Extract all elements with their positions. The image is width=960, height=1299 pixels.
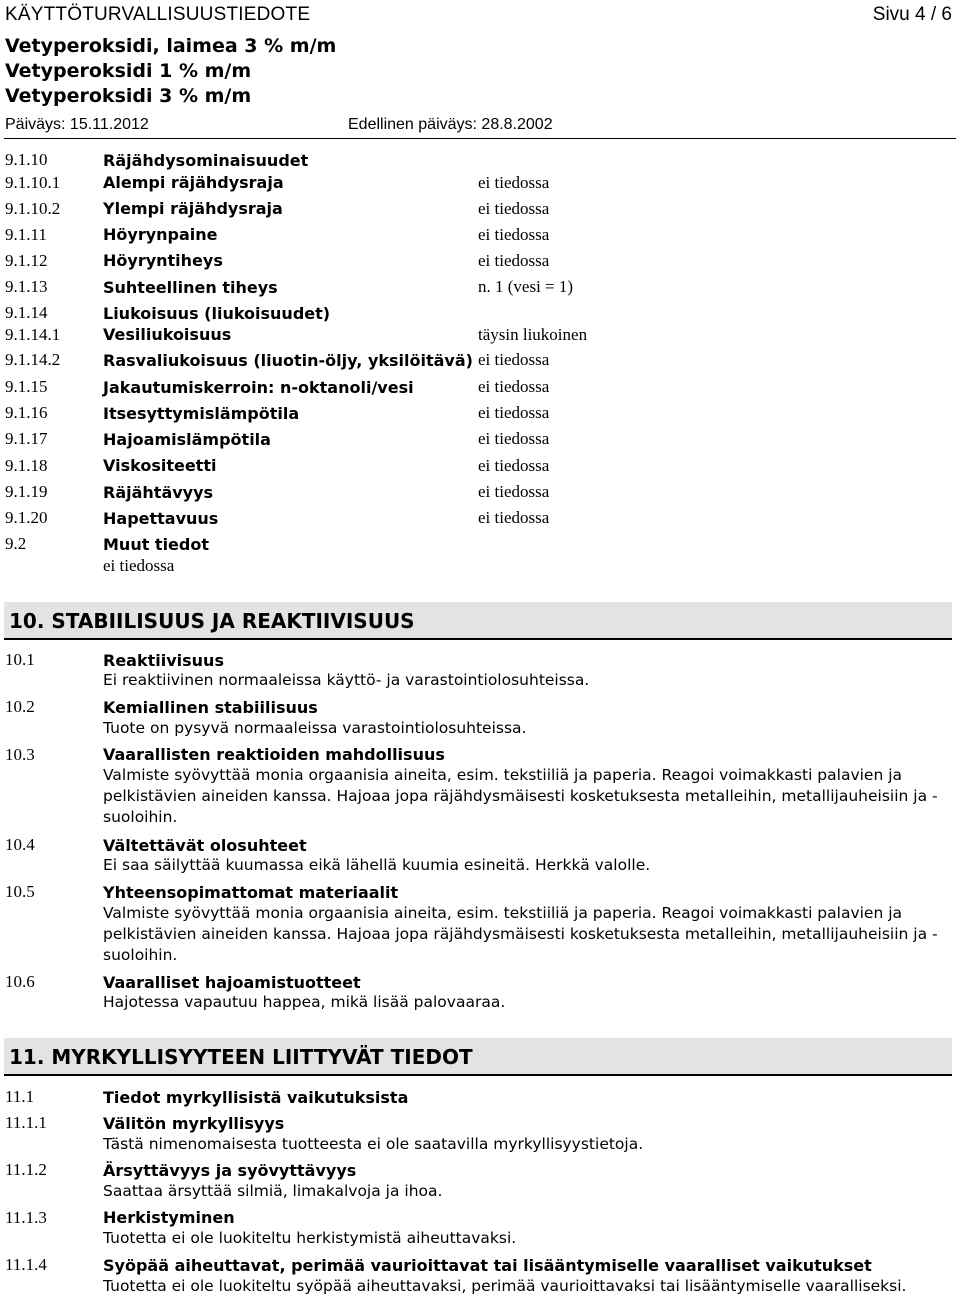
row-number: 9.1.17 — [5, 429, 48, 448]
row-value: ei tiedossa — [478, 456, 550, 475]
item-text: Saattaa ärsyttää silmiä, limakalvoja ja ihoa. — [103, 1182, 443, 1200]
section-10-header — [4, 602, 952, 638]
row-label: Alempi räjähdysraja — [103, 173, 284, 192]
row-label: Muut tiedot — [103, 535, 209, 554]
row-label: Itsesyttymislämpötila — [103, 404, 300, 423]
item-number: 11.1.3 — [5, 1208, 47, 1227]
row-value: ei tiedossa — [478, 350, 550, 369]
item-number: 11.1.2 — [5, 1160, 47, 1179]
item-label: Vältettävät olosuhteet — [103, 836, 307, 855]
item-label: Kemiallinen stabiilisuus — [103, 698, 318, 717]
item-text: Tuote on pysyvä normaaleissa varastointiolosuhteissa. — [103, 719, 527, 737]
row-number: 9.1.10.1 — [5, 173, 61, 192]
row-value: ei tiedossa — [478, 225, 550, 244]
row-label: Vesiliukoisuus — [103, 325, 232, 344]
product-name: Vetyperoksidi 3 % m/m — [5, 85, 252, 107]
row-label: Hapettavuus — [103, 509, 219, 528]
item-number: 10.6 — [5, 972, 35, 991]
item-label: Herkistyminen — [103, 1208, 235, 1227]
item-label: Välitön myrkyllisyys — [103, 1114, 285, 1133]
row-label: Suhteellinen tiheys — [103, 278, 278, 297]
row-label: Räjähtävyys — [103, 483, 214, 502]
row-label: Räjähdysominaisuudet — [103, 151, 309, 170]
issue-date: Päiväys: 15.11.2012 — [5, 116, 149, 133]
row-value: ei tiedossa — [478, 508, 550, 527]
section-title: 11. MYRKYLLISYYTEEN LIITTYVÄT TIEDOT — [9, 1045, 473, 1069]
row-label: Liukoisuus (liukoisuudet) — [103, 304, 331, 323]
item-label: Reaktiivisuus — [103, 651, 224, 670]
row-number: 9.1.14.2 — [5, 350, 61, 369]
item-label: Vaarallisten reaktioiden mahdollisuus — [103, 745, 445, 764]
row-value: ei tiedossa — [478, 482, 550, 501]
product-name: Vetyperoksidi, laimea 3 % m/m — [5, 35, 337, 57]
item-text: Tuotetta ei ole luokiteltu syöpää aiheuttavaksi, perimää vaurioittavaksi tai lisääntymiselle vaaralliseksi. — [103, 1277, 907, 1295]
row-label: Viskositeetti — [103, 456, 217, 475]
item-number: 11.1.4 — [5, 1255, 47, 1274]
row-number: 9.1.15 — [5, 377, 48, 396]
item-number: 10.4 — [5, 835, 35, 854]
row-value: ei tiedossa — [478, 199, 550, 218]
item-number: 10.3 — [5, 745, 35, 764]
row-label: Höyrynpaine — [103, 225, 218, 244]
item-text: Hajotessa vapautuu happea, mikä lisää palovaaraa. — [103, 993, 506, 1011]
row-label: Jakautumiskerroin: n-oktanoli/vesi — [103, 378, 414, 397]
row-number: 9.1.10.2 — [5, 199, 61, 218]
item-text: Tästä nimenomaisesta tuotteesta ei ole saatavilla myrkyllisyystietoja. — [103, 1135, 644, 1153]
item-text: Ei reaktiivinen normaaleissa käyttö- ja varastointiolosuhteissa. — [103, 671, 590, 689]
row-number: 9.1.13 — [5, 277, 48, 296]
previous-date: Edellinen päiväys: 28.8.2002 — [348, 116, 553, 133]
page-number: Sivu 4 / 6 — [872, 4, 952, 25]
section-divider — [4, 638, 952, 640]
row-number: 9.1.12 — [5, 251, 48, 270]
item-number: 11.1 — [5, 1087, 35, 1106]
row-number: 9.1.18 — [5, 456, 48, 475]
item-label: Yhteensopimattomat materiaalit — [103, 883, 399, 902]
row-number: 9.1.10 — [5, 150, 48, 169]
row-number: 9.1.20 — [5, 508, 48, 527]
section-divider — [4, 1074, 952, 1076]
row-number: 9.1.19 — [5, 482, 48, 501]
row-number: 9.1.16 — [5, 403, 48, 422]
item-label: Ärsyttävyys ja syövyttävyys — [103, 1161, 357, 1180]
document-type: KÄYTTÖTURVALLISUUSTIEDOTE — [5, 4, 311, 25]
row-value: n. 1 (vesi = 1) — [478, 277, 574, 296]
row-label: Hajoamislämpötila — [103, 430, 271, 449]
row-number: 9.1.14.1 — [5, 325, 61, 344]
item-text: Valmiste syövyttää monia orgaanisia aineita, esim. tekstiiliä ja paperia. Reagoi voimakkasti palavien ja pelkistävien aineiden kanssa. Hajoaa jopa räjähdysmäisesti kosketuksesta metalleihin, metallijauheisiin ja -suoloihin. — [103, 766, 938, 826]
section-title: 10. STABIILISUUS JA REAKTIIVISUUS — [9, 609, 415, 633]
row-value: ei tiedossa — [478, 429, 550, 448]
row-value: ei tiedossa — [478, 173, 550, 192]
item-number: 10.2 — [5, 697, 35, 716]
header-divider — [4, 138, 956, 139]
item-number: 10.5 — [5, 882, 35, 901]
row-number: 9.1.14 — [5, 303, 48, 322]
row-number: 9.1.11 — [5, 225, 47, 244]
item-number: 11.1.1 — [5, 1113, 47, 1132]
row-label: Rasvaliukoisuus (liuotin-öljy, yksilöitävä) — [103, 351, 473, 370]
section-11-header — [4, 1038, 952, 1074]
item-label: Tiedot myrkyllisistä vaikutuksista — [103, 1088, 409, 1107]
product-name: Vetyperoksidi 1 % m/m — [5, 60, 252, 82]
row-value: ei tiedossa — [103, 556, 175, 575]
item-label: Syöpää aiheuttavat, perimää vaurioittavat tai lisääntymiselle vaaralliset vaikutukset — [103, 1256, 872, 1275]
row-value: ei tiedossa — [478, 377, 550, 396]
item-text: Tuotetta ei ole luokiteltu herkistymistä aiheuttavaksi. — [103, 1229, 517, 1247]
row-value: ei tiedossa — [478, 403, 550, 422]
row-value: ei tiedossa — [478, 251, 550, 270]
row-label: Höyryntiheys — [103, 251, 223, 270]
item-number: 10.1 — [5, 650, 35, 669]
row-value: täysin liukoinen — [478, 325, 588, 344]
row-number: 9.2 — [5, 534, 27, 553]
item-label: Vaaralliset hajoamistuotteet — [103, 973, 361, 992]
item-text: Ei saa säilyttää kuumassa eikä lähellä kuumia esineitä. Herkkä valolle. — [103, 856, 651, 874]
item-text: Valmiste syövyttää monia orgaanisia aineita, esim. tekstiiliä ja paperia. Reagoi voimakkasti palavien ja pelkistävien aineiden kanssa. Hajoaa jopa räjähdysmäisesti kosketuksesta metalleihin, metallijauheisiin ja -suoloihin. — [103, 904, 938, 964]
row-label: Ylempi räjähdysraja — [103, 199, 283, 218]
